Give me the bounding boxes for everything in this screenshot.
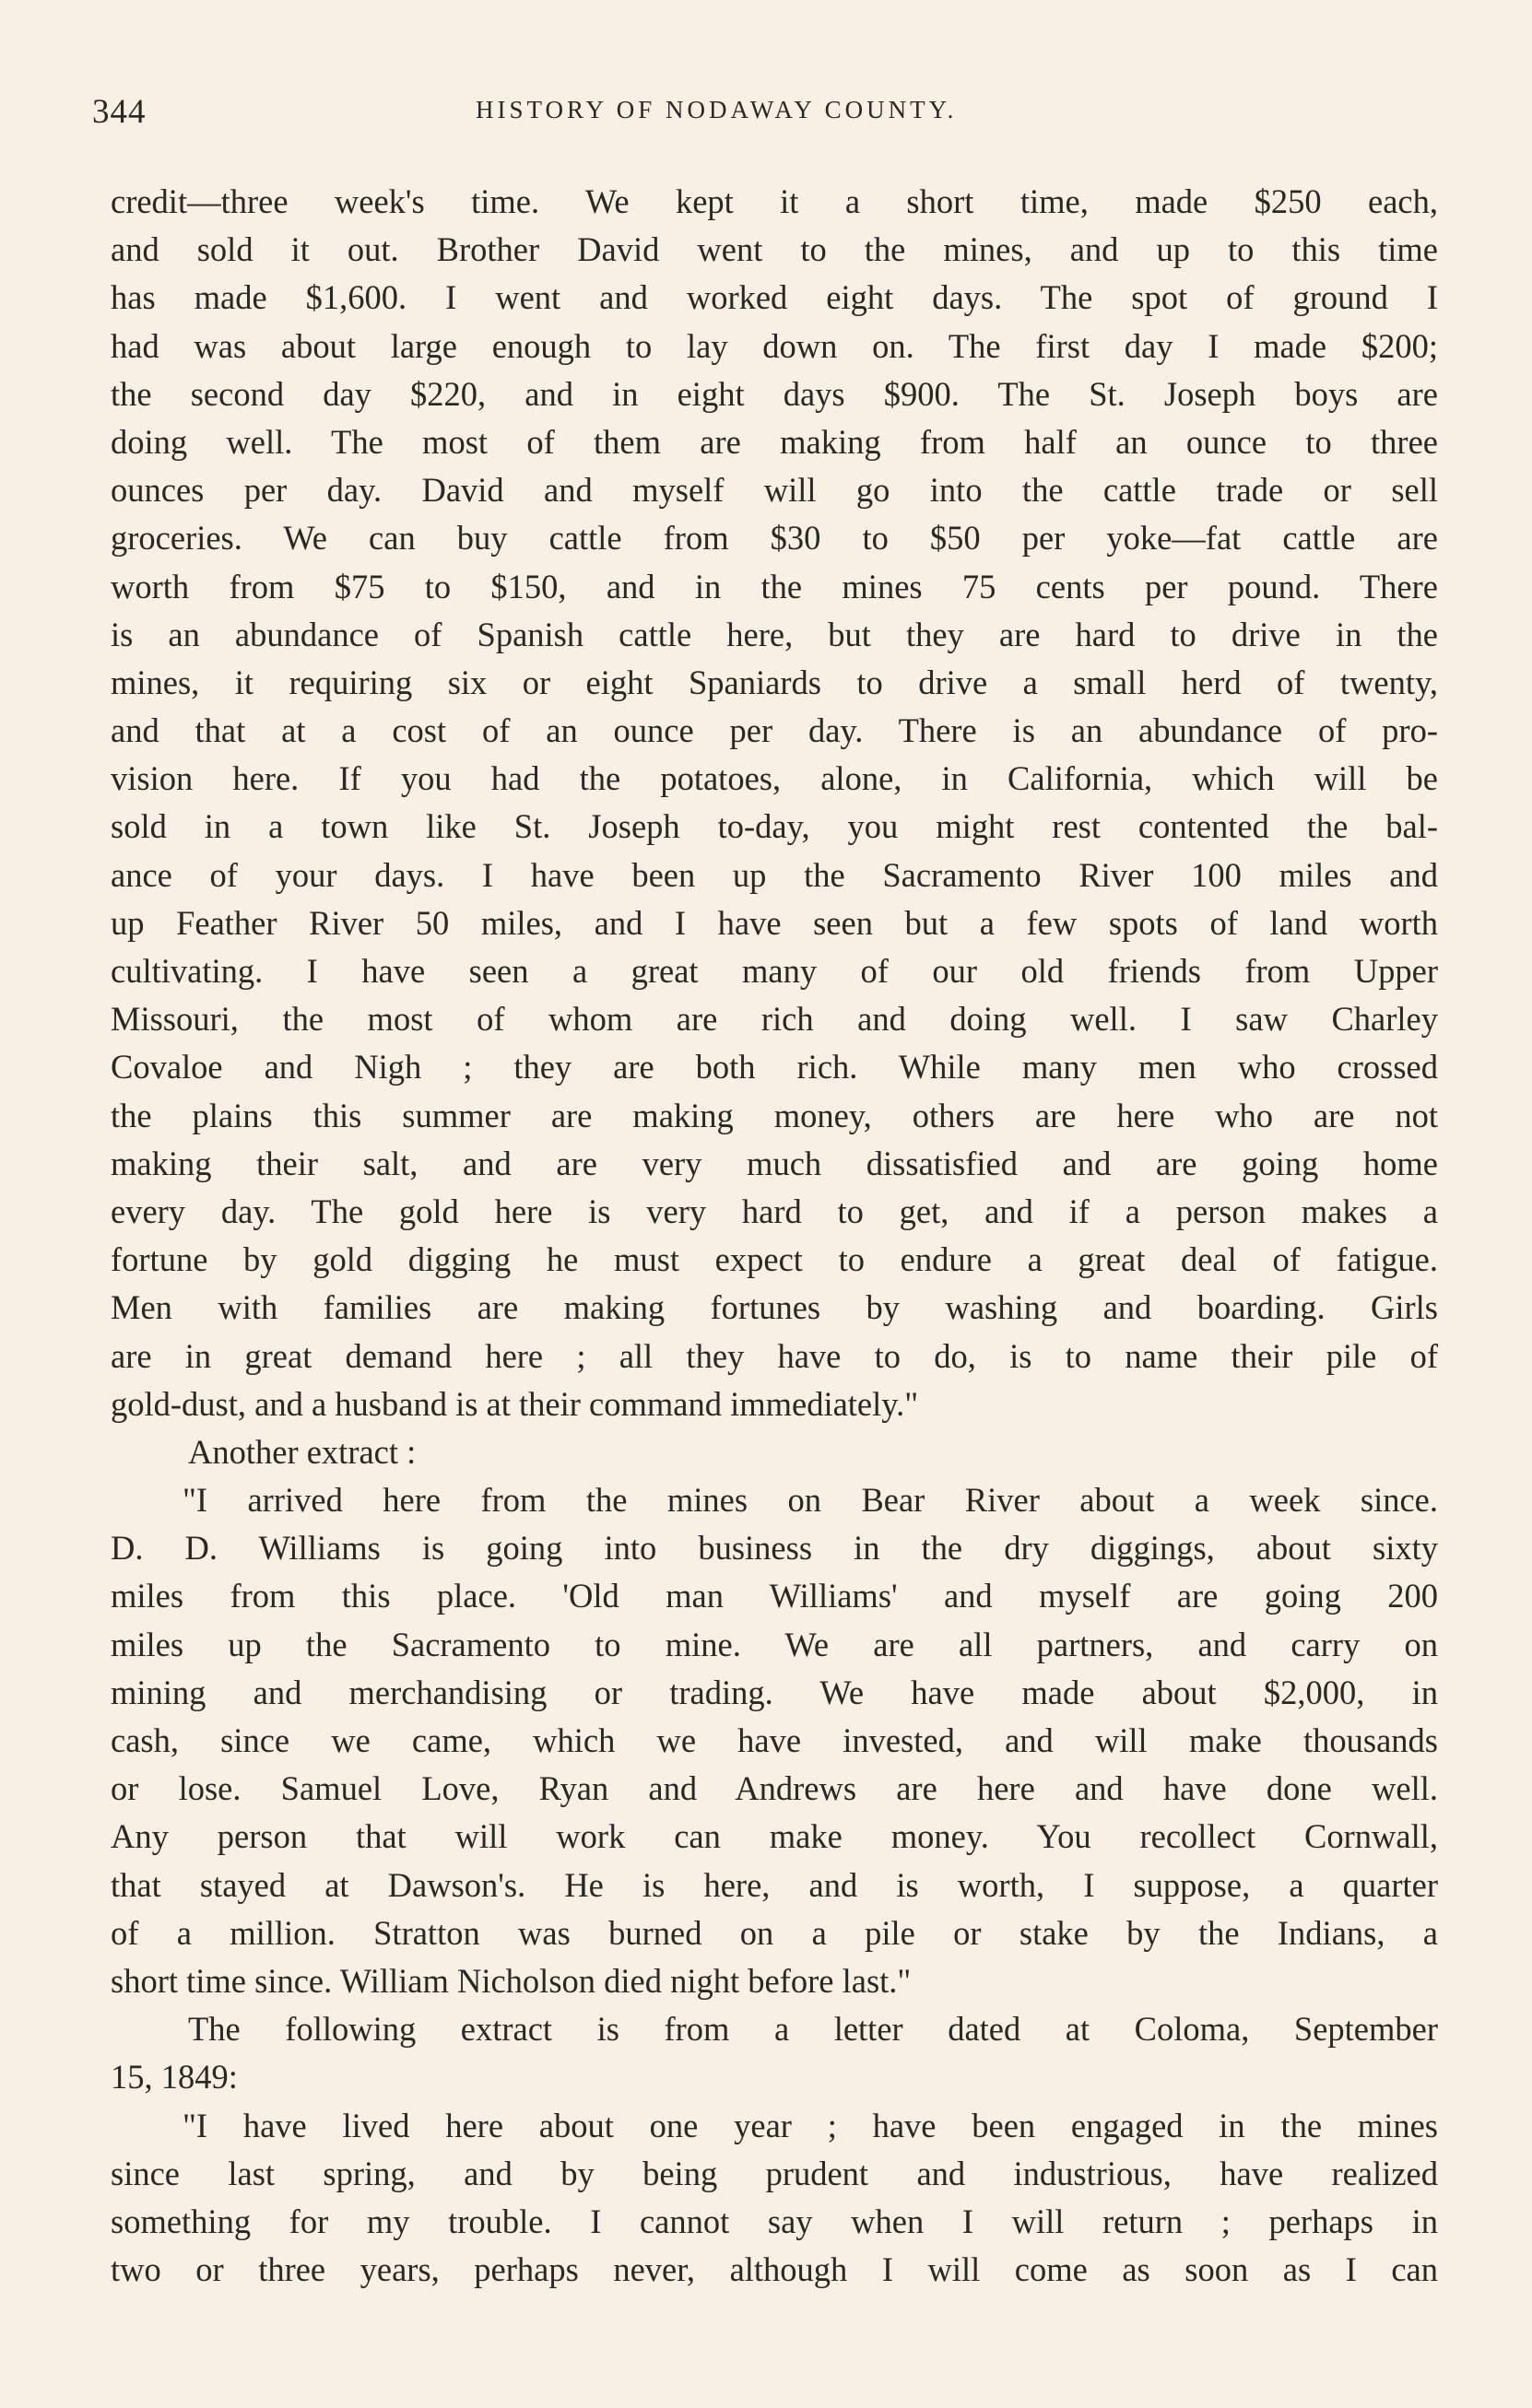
text-line: something for my trouble. I cannot say when I will return ; perhaps in	[111, 2202, 1438, 2240]
text-line: two or three years, perhaps never, although I will come as soon as I can	[111, 2250, 1438, 2289]
text-line: ance of your days. I have been up the Sacramento River 100 miles and	[111, 855, 1438, 894]
text-line: cultivating. I have seen a great many of our old friends from Upper	[111, 952, 1438, 990]
text-line: up Feather River 50 miles, and I have seen but a few spots of land worth	[111, 903, 1438, 942]
page-number: 344	[92, 93, 147, 131]
body-text	[111, 178, 1438, 2294]
text-line: 15, 1849:	[111, 2058, 238, 2097]
text-line: ounces per day. David and myself will go into the cattle trade or sell	[111, 471, 1438, 510]
text-line: are in great demand here ; all they have to do, is to name their pile of	[111, 1336, 1438, 1375]
text-line: doing well. The most of them are making from half an ounce to three	[111, 422, 1438, 461]
text-line: Any person that will work can make money. You recollect Cornwall,	[111, 1817, 1438, 1856]
text-line: since last spring, and by being prudent and industrious, have realized	[111, 2154, 1438, 2192]
text-line: fortune by gold digging he must expect to endure a great deal of fatigue.	[111, 1240, 1438, 1279]
text-line: the second day $220, and in eight days $900. The St. Joseph boys are	[111, 374, 1438, 413]
text-line: cash, since we came, which we have invested, and will make thousands	[111, 1721, 1438, 1759]
text-line: vision here. If you had the potatoes, alone, in California, which will be	[111, 759, 1438, 798]
text-line: groceries. We can buy cattle from $30 to $50 per yoke—fat cattle are	[111, 519, 1438, 558]
text-line: mines, it requiring six or eight Spaniards to drive a small herd of twenty,	[111, 663, 1438, 701]
text-line: Covaloe and Nigh ; they are both rich. While many men who crossed	[111, 1048, 1438, 1087]
text-line: Missouri, the most of whom are rich and doing well. I saw Charley	[111, 1000, 1438, 1039]
text-line: the plains this summer are making money, others are here who are not	[111, 1096, 1438, 1134]
text-line: every day. The gold here is very hard to get, and if a person makes a	[111, 1192, 1438, 1230]
text-line: of a million. Stratton was burned on a pile or stake by the Indians, a	[111, 1913, 1438, 1952]
text-line: short time since. William Nicholson died night before last."	[111, 1961, 912, 2000]
text-line: "I have lived here about one year ; have been engaged in the mines	[183, 2106, 1438, 2144]
text-line: had was about large enough to lay down on. The first day I made $200;	[111, 326, 1438, 365]
text-line: miles from this place. 'Old man Williams' and myself are going 200	[111, 1577, 1438, 1615]
running-title: HISTORY OF NODAWAY COUNTY.	[476, 96, 958, 123]
text-line: or lose. Samuel Love, Ryan and Andrews are here and have done well.	[111, 1769, 1438, 1808]
text-line: "I arrived here from the mines on Bear River about a week since.	[183, 1481, 1438, 1520]
text-line: and that at a cost of an ounce per day. There is an abundance of pro-	[111, 711, 1438, 750]
text-line: The following extract is from a letter dated at Coloma, September	[188, 2010, 1438, 2049]
text-line: is an abundance of Spanish cattle here, but they are hard to drive in the	[111, 615, 1438, 653]
text-line: credit—three week's time. We kept it a short time, made $250 each,	[111, 182, 1438, 220]
running-head	[92, 92, 1088, 138]
text-line: miles up the Sacramento to mine. We are all partners, and carry on	[111, 1625, 1438, 1663]
text-line: Another extract :	[188, 1432, 417, 1471]
text-line: sold in a town like St. Joseph to-day, you might rest contented the bal-	[111, 807, 1438, 846]
text-line: D. D. Williams is going into business in the dry diggings, about sixty	[111, 1529, 1438, 1568]
text-line: making their salt, and are very much dissatisfied and are going home	[111, 1144, 1438, 1182]
text-line: has made $1,600. I went and worked eight days. The spot of ground I	[111, 278, 1438, 317]
text-line: and sold it out. Brother David went to the mines, and up to this time	[111, 230, 1438, 269]
text-line: that stayed at Dawson's. He is here, and is worth, I suppose, a quarter	[111, 1865, 1438, 1904]
text-line: mining and merchandising or trading. We have made about $2,000, in	[111, 1673, 1438, 1711]
text-line: gold-dust, and a husband is at their command immediately."	[111, 1384, 919, 1423]
text-line: worth from $75 to $150, and in the mines 75 cents per pound. There	[111, 567, 1438, 605]
text-line: Men with families are making fortunes by washing and boarding. Girls	[111, 1288, 1438, 1327]
